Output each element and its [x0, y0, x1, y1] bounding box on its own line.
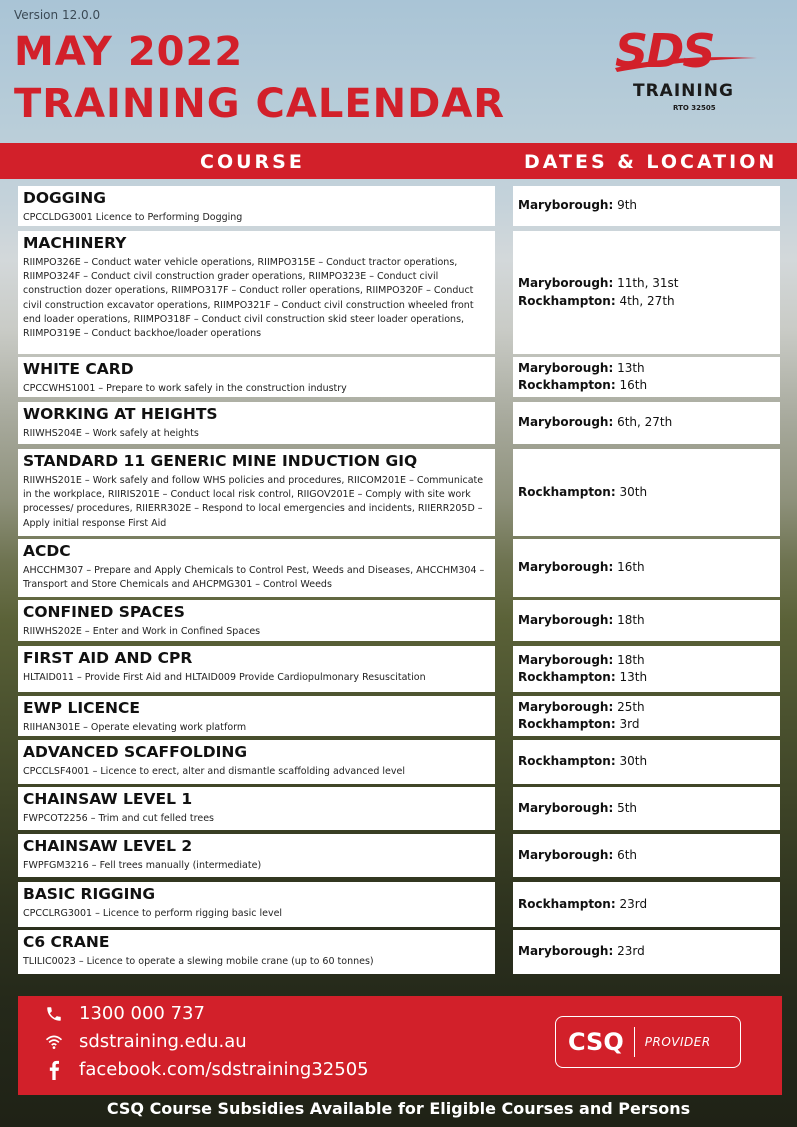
dates-location-cell	[513, 696, 780, 736]
date-days: 18th	[617, 652, 645, 667]
date-days: 13th	[619, 670, 648, 684]
dates-location-cell	[513, 882, 780, 927]
course-cell	[18, 186, 495, 226]
date-entry	[518, 293, 780, 310]
course-cell	[18, 357, 495, 397]
logo-training-text: TRAINING	[633, 81, 734, 101]
dates-location-cell	[513, 357, 780, 397]
course-title: DOGGING	[23, 189, 106, 207]
location-name: Rockhampton:	[518, 378, 616, 392]
date-entry	[518, 612, 780, 629]
version-label: Version 12.0.0	[14, 8, 101, 22]
course-units: RIIMPO326E – Conduct water vehicle operations, RIIMPO315E – Conduct tractor operations, RIIMPO324F – Conduct civil construction grader operations, RIIMPO323E – Conduct civil construction dozer operations, RIIMPO317F – Conduct roller operations, RIIMPO320F – Conduct civil construction excavator operations, RIIMPO321F – Conduct civil construction wheeled front end loader operations, RIIMPO318F – Conduct civil construction skid steer loader operations, RIIMPO319E – Conduct backhoe/loader operations	[23, 257, 474, 339]
page-title-calendar: TRAINING CALENDAR	[14, 81, 506, 127]
date-entry	[518, 377, 780, 394]
course-title: ADVANCED SCAFFOLDING	[23, 743, 248, 761]
course-cell	[18, 696, 495, 736]
date-days: 25th	[617, 699, 645, 714]
course-title: EWP LICENCE	[23, 699, 140, 717]
dates-location-cell	[513, 449, 780, 536]
date-days: 23rd	[617, 944, 645, 959]
location-name: Rockhampton:	[518, 896, 616, 911]
location-name: Rockhampton:	[518, 754, 616, 769]
dates-location-cell	[513, 186, 780, 226]
date-entry	[518, 800, 780, 817]
location-name: Maryborough:	[518, 198, 614, 213]
date-entry	[518, 197, 780, 214]
course-cell	[18, 882, 495, 927]
location-name: Maryborough:	[518, 847, 614, 862]
course-title: C6 CRANE	[23, 933, 110, 951]
course-title: ACDC	[23, 542, 71, 560]
phone-icon	[43, 1005, 65, 1023]
csq-logo-text: CSQ	[568, 1028, 624, 1056]
date-days: 3rd	[619, 717, 640, 731]
course-title: CHAINSAW LEVEL 2	[23, 837, 193, 855]
dates-location-cell	[513, 539, 780, 597]
course-units: AHCCHM307 – Prepare and Apply Chemicals to Control Pest, Weeds and Diseases, AHCCHM304 – Transport and Store Chemicals and AHCPMG301 – Control Weeds	[23, 565, 485, 591]
course-units: TLILIC0023 – Licence to operate a slewing mobile crane (up to 60 tonnes)	[23, 956, 374, 968]
date-days: 16th	[617, 560, 645, 575]
date-entry	[518, 484, 780, 501]
page-title-month: MAY 2022	[14, 29, 244, 75]
location-name: Maryborough:	[518, 699, 614, 714]
course-cell	[18, 600, 495, 641]
date-days: 6th	[617, 847, 638, 862]
course-title: MACHINERY	[23, 234, 127, 252]
course-title: CHAINSAW LEVEL 1	[23, 790, 193, 808]
location-name: Rockhampton:	[518, 484, 616, 499]
course-cell	[18, 740, 495, 784]
dates-location-cell	[513, 930, 780, 974]
logo-rto-text: RTO 32505	[673, 104, 716, 112]
location-name: Maryborough:	[518, 276, 614, 291]
course-units: RIIWHS201E – Work safely and follow WHS policies and procedures, RIICOM201E – Communicate in the workplace, RIIRIS201E – Conduct local risk control, RIIGOV201E – Comply with site work processes/ procedures, RIIERR302E – Respond to local emergencies and incidents, RIIERR205D – Apply initial response First Aid	[23, 475, 484, 529]
course-cell	[18, 539, 495, 597]
date-days: 13th	[617, 360, 645, 375]
dates-location-cell	[513, 740, 780, 784]
date-entry	[518, 360, 780, 377]
date-days: 9th	[617, 198, 638, 213]
location-name: Rockhampton:	[518, 670, 616, 684]
course-cell	[18, 231, 495, 354]
location-name: Maryborough:	[518, 652, 614, 667]
phone-number: 1300 000 737	[79, 1003, 205, 1024]
course-cell	[18, 787, 495, 830]
course-units: RIIWHS204E – Work safely at heights	[23, 428, 199, 440]
location-name: Maryborough:	[518, 944, 614, 959]
date-days: 6th, 27th	[617, 415, 673, 430]
location-name: Maryborough:	[518, 360, 614, 375]
date-days: 16th	[619, 378, 648, 392]
csq-provider-text: PROVIDER	[644, 1035, 711, 1049]
course-cell	[18, 834, 495, 877]
dates-location-cell	[513, 600, 780, 641]
course-cell	[18, 449, 495, 536]
date-entry	[518, 652, 780, 669]
dates-location-cell	[513, 787, 780, 830]
course-cell	[18, 930, 495, 974]
course-cell	[18, 646, 495, 692]
date-days: 18th	[617, 612, 645, 627]
dates-location-cell	[513, 231, 780, 354]
dates-location-cell	[513, 402, 780, 444]
website-url: sdstraining.edu.au	[79, 1031, 247, 1052]
location-name: Maryborough:	[518, 800, 614, 815]
course-title: FIRST AID AND CPR	[23, 649, 193, 667]
date-entry	[518, 753, 780, 770]
column-header-dates-location: DATES & LOCATION	[524, 151, 778, 173]
date-entry	[518, 943, 780, 960]
csq-provider-badge	[555, 1016, 741, 1068]
location-name: Maryborough:	[518, 560, 614, 575]
date-entry	[518, 275, 780, 292]
course-title: BASIC RIGGING	[23, 885, 156, 903]
sds-logo	[613, 24, 763, 114]
facebook-icon	[43, 1060, 65, 1080]
contact-phone[interactable]	[43, 1003, 205, 1024]
subsidies-notice: CSQ Course Subsidies Available for Eligible Courses and Persons	[106, 1099, 691, 1118]
location-name: Maryborough:	[518, 612, 614, 627]
csq-divider	[634, 1027, 635, 1057]
date-days: 5th	[617, 800, 638, 815]
date-entry	[518, 847, 780, 864]
date-entry	[518, 716, 780, 733]
date-days: 23rd	[619, 896, 648, 911]
course-units: CPCCLDG3001 Licence to Performing Dogging	[23, 212, 243, 224]
course-units: FWPFGM3216 – Fell trees manually (intermediate)	[23, 860, 262, 872]
date-entry	[518, 699, 780, 716]
date-entry	[518, 414, 780, 431]
course-units: HLTAID011 – Provide First Aid and HLTAID009 Provide Cardiopulmonary Resuscitation	[23, 672, 426, 684]
dates-location-cell	[513, 834, 780, 877]
course-cell	[18, 402, 495, 444]
course-units: CPCCLSF4001 – Licence to erect, alter and dismantle scaffolding advanced level	[23, 766, 405, 778]
wifi-icon	[43, 1033, 65, 1051]
location-name: Rockhampton:	[518, 293, 616, 308]
date-days: 30th	[619, 754, 648, 769]
location-name: Maryborough:	[518, 415, 614, 430]
date-entry	[518, 559, 780, 576]
course-title: STANDARD 11 GENERIC MINE INDUCTION GIQ	[23, 452, 418, 470]
course-units: CPCCWHS1001 – Prepare to work safely in the construction industry	[23, 383, 347, 395]
contact-website[interactable]	[43, 1031, 247, 1052]
course-units: FWPCOT2256 – Trim and cut felled trees	[23, 813, 214, 825]
course-units: RIIHAN301E – Operate elevating work platform	[23, 722, 247, 734]
logo-mark: SDS	[615, 24, 714, 78]
date-days: 4th, 27th	[619, 293, 675, 308]
course-title: CONFINED SPACES	[23, 603, 185, 621]
dates-location-cell	[513, 646, 780, 692]
facebook-url: facebook.com/sdstraining32505	[79, 1059, 369, 1080]
course-title: WORKING AT HEIGHTS	[23, 405, 218, 423]
date-entry	[518, 669, 780, 686]
location-name: Rockhampton:	[518, 717, 616, 731]
course-title: WHITE CARD	[23, 360, 134, 378]
date-entry	[518, 896, 780, 913]
date-days: 30th	[619, 484, 648, 499]
course-units: CPCCLRG3001 – Licence to perform rigging basic level	[23, 908, 283, 920]
contact-facebook[interactable]	[43, 1059, 369, 1080]
date-days: 11th, 31st	[617, 276, 679, 291]
course-units: RIIWHS202E – Enter and Work in Confined Spaces	[23, 626, 261, 638]
column-header-course: COURSE	[200, 151, 305, 173]
